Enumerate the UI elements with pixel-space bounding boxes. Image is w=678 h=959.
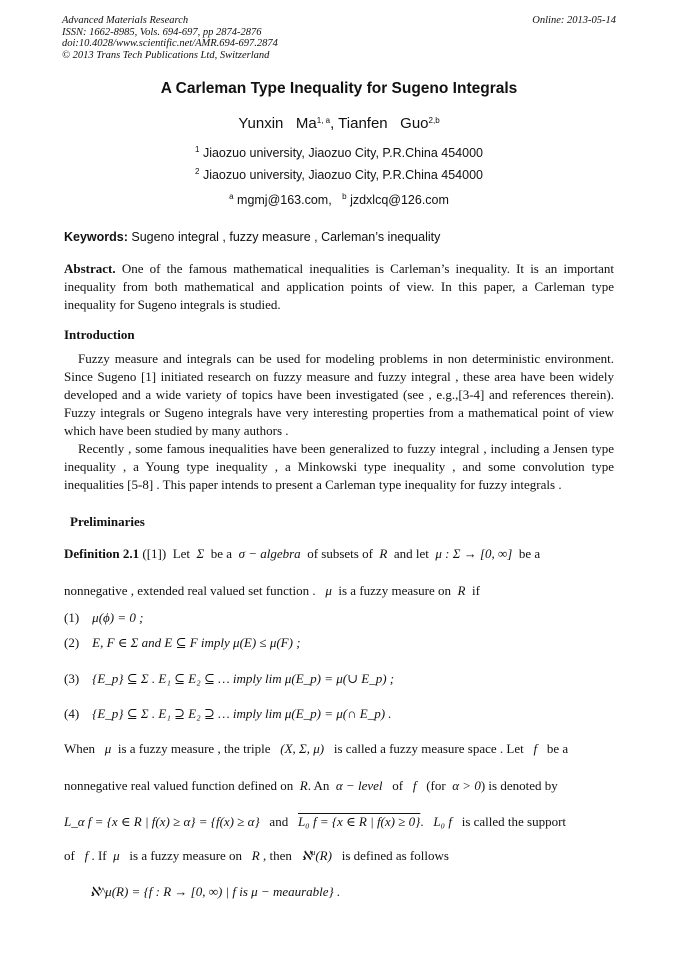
issn-line: ISSN: 1662-8985, Vols. 694-697, pp 2874-2876 bbox=[62, 26, 262, 38]
definition-and-let: and let bbox=[393, 546, 429, 561]
author-line bbox=[0, 115, 678, 132]
author-1-sup: 1, a bbox=[316, 116, 331, 125]
preliminaries-heading: Preliminaries bbox=[70, 514, 145, 529]
when-line bbox=[64, 741, 614, 757]
mu-symbol-2: μ bbox=[104, 741, 112, 756]
paper-title: A Carleman Type Inequality for Sugeno Integrals bbox=[160, 80, 518, 97]
nn-text-c: of bbox=[392, 778, 404, 793]
when-text-b: is a fuzzy measure , the triple bbox=[117, 741, 271, 756]
definition-if: if bbox=[471, 583, 480, 598]
when-text-d: be a bbox=[546, 741, 569, 756]
condition-1-math: μ(ϕ) = 0 ; bbox=[92, 610, 144, 625]
definition-line-1 bbox=[64, 546, 614, 562]
keywords-label: Keywords: bbox=[64, 230, 128, 244]
introduction-paragraph-2: Recently , some famous inequalities have been generalized to fuzzy integral , including a Jensen type inequality , a Young type inequality , a Minkowski type inequality , and some convolution type inequalities [5-8] . This paper intends to present a Carleman type inequality for fuzzy integrals . bbox=[64, 441, 614, 492]
journal-name: Advanced Materials Research bbox=[62, 15, 189, 26]
abstract-text: One of the famous mathematical inequalities is Carleman’s inequality. It is an important inequality from both mathematical and application points of view. In this paper, a Carleman type inequality for Sugeno integrals is studied. bbox=[64, 261, 615, 312]
email-line bbox=[0, 192, 678, 207]
definition-is-fuzzy: is a fuzzy measure on bbox=[338, 583, 452, 598]
author-1-last: Ma bbox=[295, 115, 317, 132]
alpha-positive: α > 0 bbox=[452, 778, 481, 793]
author-2-first: Tianfen bbox=[338, 115, 388, 132]
condition-4-num: (4) bbox=[64, 706, 80, 721]
aleph-definition-math: ℵ^μ(R) = {f : R → [0, ∞) | f is μ − meaurable} . bbox=[90, 884, 341, 899]
condition-1-num: (1) bbox=[64, 610, 80, 625]
alpha-level: α − level bbox=[335, 778, 383, 793]
r-symbol-2: R bbox=[457, 583, 466, 598]
online-date: Online: 2013-05-14 bbox=[532, 15, 616, 26]
r-symbol: R bbox=[379, 546, 388, 561]
definition-label: Definition 2.1 bbox=[64, 546, 140, 561]
affiliation-1 bbox=[0, 145, 678, 160]
nn-text-d: (for bbox=[426, 778, 446, 793]
measure-space-triple: (X, Σ, μ) bbox=[280, 741, 325, 756]
email-b[interactable]: jzdxlcq@126.com bbox=[350, 193, 449, 207]
of-text-e: is defined as follows bbox=[341, 848, 449, 863]
condition-2-math: E, F ∈ Σ and E ⊆ F imply μ(E) ≤ μ(F) ; bbox=[92, 635, 301, 650]
f-symbol-3: f bbox=[84, 848, 89, 863]
r-symbol-4: R bbox=[251, 848, 260, 863]
author-2-last: Guo bbox=[400, 115, 429, 132]
condition-2-num: (2) bbox=[64, 635, 80, 650]
email-a-sup: a bbox=[229, 192, 234, 201]
affiliation-2-text: Jiaozuo university, Jiaozuo City, P.R.China 454000 bbox=[202, 168, 483, 182]
support-text: is called the support bbox=[461, 814, 567, 829]
keywords bbox=[64, 230, 440, 244]
when-text-a: When bbox=[64, 741, 96, 756]
journal-header bbox=[62, 15, 616, 61]
alpha-level-set: L_α f = {x ∈ R | f(x) ≥ α} = {f(x) ≥ α} bbox=[64, 814, 260, 829]
definition-let: Let bbox=[172, 546, 191, 561]
definition-be-a-2: be a bbox=[518, 546, 541, 561]
doi-line: doi:10.4028/www.scientific.net/AMR.694-697.2874 bbox=[62, 38, 278, 49]
author-sep: , bbox=[330, 115, 339, 132]
support-set: L₀ f = {x ∈ R | f(x) ≥ 0} bbox=[297, 814, 421, 829]
email-a[interactable]: mgmj@163.com, bbox=[237, 193, 332, 207]
sigma-symbol: Σ bbox=[196, 546, 205, 561]
condition-1 bbox=[64, 610, 614, 626]
author-1-first: Yunxin bbox=[238, 115, 284, 132]
definition-ref: ([1]) bbox=[142, 546, 167, 561]
sigma-algebra: σ − algebra bbox=[238, 546, 301, 561]
of-text-d: , then bbox=[263, 848, 292, 863]
copyright-line: © 2013 Trans Tech Publications Ltd, Switzerland bbox=[62, 49, 270, 61]
nn-text-a: nonnegative real valued function defined on bbox=[64, 778, 294, 793]
of-f-line bbox=[64, 848, 614, 864]
affiliation-2-sup: 2 bbox=[195, 167, 200, 176]
definition-be-a: be a bbox=[210, 546, 233, 561]
when-text-c: is called a fuzzy measure space . Let bbox=[333, 741, 524, 756]
r-symbol-3: R bbox=[299, 778, 308, 793]
abstract-label: Abstract. bbox=[64, 261, 116, 276]
affiliation-2 bbox=[0, 167, 678, 182]
abstract bbox=[64, 260, 614, 314]
nn-text-f: ) is denoted by bbox=[480, 778, 558, 793]
definition-of-subsets: of subsets of bbox=[307, 546, 373, 561]
author-2-sup: 2,b bbox=[428, 116, 440, 125]
of-text-b: . If bbox=[91, 848, 107, 863]
level-set-line: L_α f = {x ∈ R | f(x) ≥ α} = {f(x) ≥ α} and L₀ f = {x ∈ R | f(x) ≥ 0}. L₀ f is called the support bbox=[64, 814, 567, 829]
condition-2 bbox=[64, 635, 614, 651]
f-symbol: f bbox=[533, 741, 538, 756]
definition-nonnegative: nonnegative , extended real valued set function . bbox=[64, 583, 316, 598]
aleph-definition bbox=[90, 884, 640, 900]
mu-mapping: μ : Σ → [0, ∞] bbox=[435, 546, 513, 561]
condition-4-math: {E_p} ⊆ Σ . E₁ ⊇ E₂ ⊇ … imply lim μ(E_p) = μ(∩ E_p) . bbox=[92, 706, 392, 721]
introduction-paragraph-1: Fuzzy measure and integrals can be used for modeling problems in non deterministic environment. Since Sugeno [1] initiated research on fuzzy measure and fuzzy integral , these area have been widely developed and a wide variety of topics have been investigated (see , e.g.,[3-4] and references therein). Fuzzy integrals or Sugeno integrals have very interesting properties from a mathematical point of view which have been studied by many authors . bbox=[64, 351, 614, 438]
f-symbol-2: f bbox=[412, 778, 417, 793]
condition-4 bbox=[64, 706, 614, 722]
affiliation-1-sup: 1 bbox=[195, 145, 200, 154]
of-text-c: is a fuzzy measure on bbox=[129, 848, 243, 863]
introduction-heading: Introduction bbox=[64, 327, 135, 342]
mu-symbol-3: μ bbox=[113, 848, 120, 863]
nonnegative-line bbox=[64, 778, 614, 794]
nn-text-b: . An bbox=[307, 778, 330, 793]
definition-line-2 bbox=[64, 583, 614, 599]
condition-3-math: {E_p} ⊆ Σ . E₁ ⊆ E₂ ⊆ … imply lim μ(E_p) = μ(∪ E_p) ; bbox=[92, 671, 395, 686]
aleph-symbol: ℵ$^\mu$(R) bbox=[301, 848, 332, 863]
condition-3-num: (3) bbox=[64, 671, 80, 686]
condition-3 bbox=[64, 671, 614, 687]
mu-symbol: μ bbox=[325, 583, 332, 598]
keywords-text: Sugeno integral , fuzzy measure , Carleman’s inequality bbox=[131, 230, 441, 244]
email-b-sup: b bbox=[342, 192, 347, 201]
l0f-symbol: L₀ f bbox=[433, 814, 452, 829]
of-text-a: of bbox=[64, 848, 75, 863]
and-text: and bbox=[269, 814, 289, 829]
affiliation-1-text: Jiaozuo university, Jiaozuo City, P.R.China 454000 bbox=[202, 146, 483, 160]
